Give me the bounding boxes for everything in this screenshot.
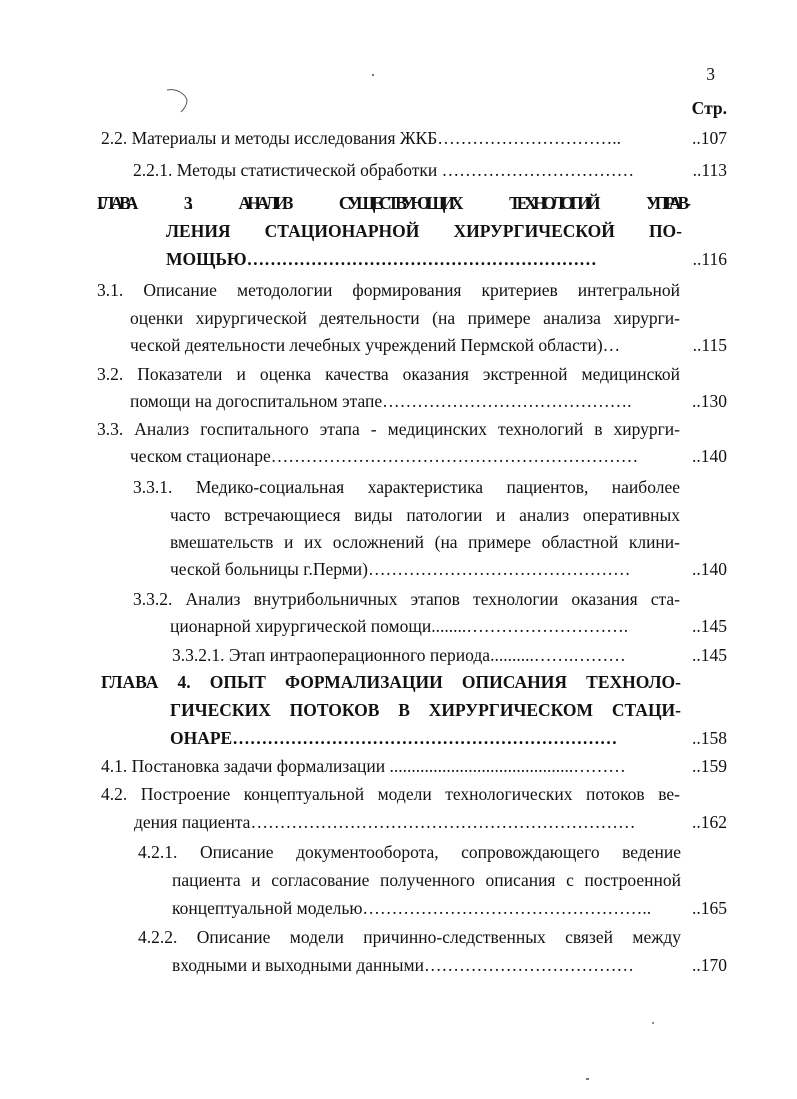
toc-entry-3-1-line-2: оценки хирургической деятельности (на примере анализа хирурги- [130,308,680,328]
toc-page-2-2: ..107 [692,128,727,148]
toc-entry-4-2-1-line-1: 4.2.1. Описание документооборота, сопровождающего ведение [138,842,681,862]
toc-entry-3-3-1-line-1: 3.3.1. Медико-социальная характеристика пациентов, наиболее [133,477,680,497]
toc-entry-3-1-line-3: ческой деятельности лечебных учреждений Пермской области)… [130,335,621,355]
toc-entry-3-3-line-1: 3.3. Анализ госпитального этапа - медицинских технологий в хирурги- [97,419,680,439]
toc-entry-3-3-line-2: ческом стационаре……………………………………………………… [130,446,639,466]
scan-dot [372,74,374,76]
chapter-3-title-line-1: ГЛАВА 3. АНАЛИЗ СУЩЕСТВУЮЩИХ ТЕХНОЛОГИЙ УПРАВ- [97,193,687,213]
toc-entry-4-2-1-line-2: пациента и согласование полученного описания с построенной [172,870,681,890]
toc-entry-3-2-line-2: помощи на догоспитальном этапе……………………………………. [130,391,632,411]
scan-artifact-mark [165,86,195,116]
toc-page-3-3-1: ..140 [692,559,727,579]
toc-entry-3-3-2-line-2: ционарной хирургической помощи........………………………. [170,616,629,636]
toc-entry-4-2-line-2: дения пациента………………………………………………………… [134,812,636,832]
chapter-3-title-line-3: МОЩЬЮ…………………………………………………… [166,249,597,269]
toc-entry-3-3-1-line-2: часто встречающиеся виды патологии и анализ оперативных [170,505,680,525]
toc-entry-3-1-line-1: 3.1. Описание методологии формирования критериев интегральной [97,280,680,300]
scan-dot [652,1022,654,1024]
toc-page-4-2-1: ..165 [692,898,727,918]
toc-entry-2-2: 2.2. Материалы и методы исследования ЖКБ………………………….. [101,128,622,148]
toc-page-3-3: ..140 [692,446,727,466]
toc-entry-4-2-line-1: 4.2. Построение концептуальной модели технологических потоков ве- [101,784,680,804]
toc-page-4-2-2: ..170 [692,955,727,975]
toc-entry-3-3-1-line-3: вмешательств и их осложнений (на примере областной клини- [170,532,680,552]
toc-page-3-3-2: ..145 [692,616,727,636]
toc-page-4-1: ..159 [692,756,727,776]
toc-entry-3-3-1-line-4: ческой больницы г.Перми)……………………………………… [170,559,631,579]
toc-page-3-1: ..115 [692,335,727,355]
toc-entry-4-2-2-line-2: входными и выходными данными……………………………… [172,955,634,975]
toc-page-4-2: ..162 [692,812,727,832]
chapter-4-title-line-2: ГИЧЕСКИХ ПОТОКОВ В ХИРУРГИЧЕСКОМ СТАЦИ- [170,700,681,720]
toc-entry-3-3-2-1: 3.3.2.1. Этап интраоперационного периода..........…….……… [172,645,626,665]
toc-entry-4-1: 4.1. Постановка задачи формализации ..........................................……… [101,756,626,776]
chapter-4-title-line-3: ОНАРЕ………………………………………………………… [170,728,618,748]
chapter-3-title-line-2: ЛЕНИЯ СТАЦИОНАРНОЙ ХИРУРГИЧЕСКОЙ ПО- [166,221,682,241]
scan-dot [586,1078,589,1080]
toc-page-chapter-4: ..158 [692,728,727,748]
page-number: 3 [706,64,715,84]
toc-page-2-2-1: ..113 [692,160,727,180]
toc-entry-4-2-1-line-3: концептуальной моделью………………………………………….. [172,898,652,918]
chapter-4-title-line-1: ГЛАВА 4. ОПЫТ ФОРМАЛИЗАЦИИ ОПИСАНИЯ ТЕХНОЛО- [101,672,681,692]
toc-page-3-3-2-1: ..145 [692,645,727,665]
toc-entry-2-2-1: 2.2.1. Методы статистической обработки …………………………… [133,160,635,180]
toc-entry-3-2-line-1: 3.2. Показатели и оценка качества оказания экстренной медицинской [97,364,680,384]
column-header-page: Стр. [691,98,727,118]
toc-page-3-2: ..130 [692,391,727,411]
toc-page-chapter-3: ..116 [692,249,727,269]
toc-entry-4-2-2-line-1: 4.2.2. Описание модели причинно-следственных связей между [138,927,681,947]
toc-entry-3-3-2-line-1: 3.3.2. Анализ внутрибольничных этапов технологии оказания ста- [133,589,680,609]
